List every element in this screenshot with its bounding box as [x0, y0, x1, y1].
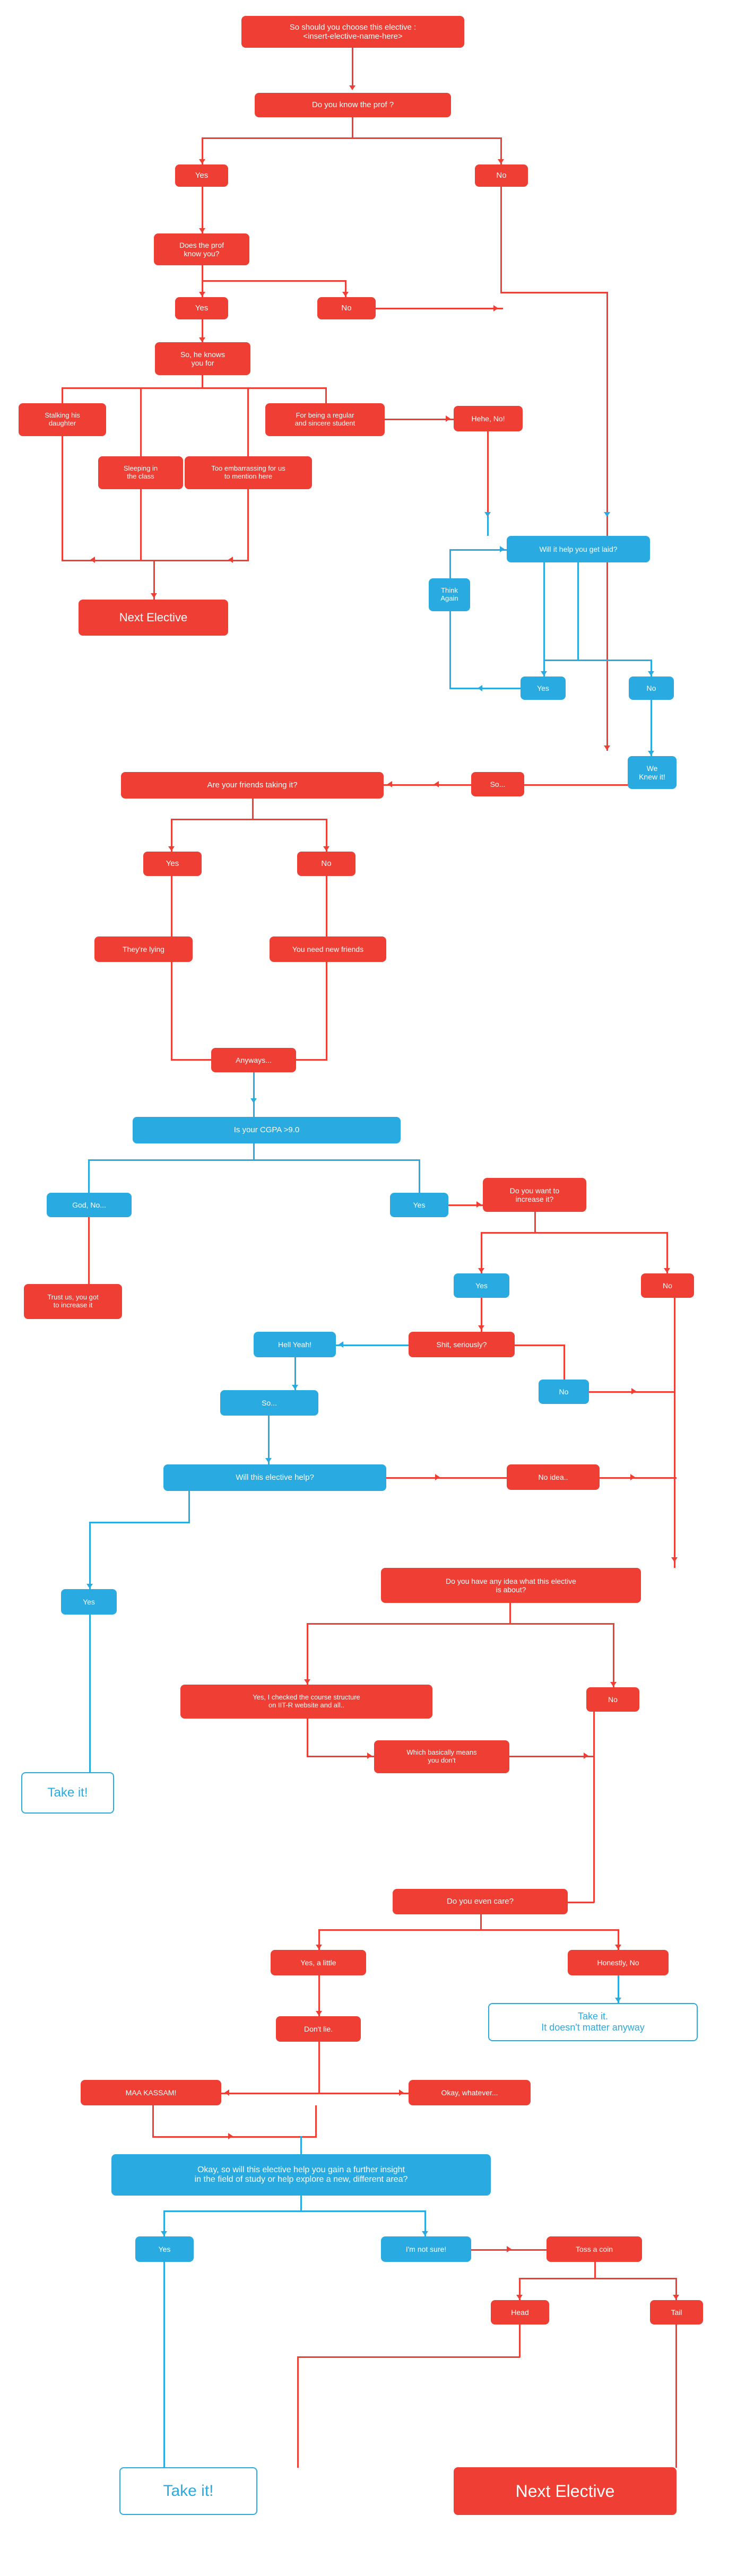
connector	[307, 1623, 614, 1625]
arrow-head	[516, 2295, 523, 2300]
arrow-head	[387, 781, 392, 787]
arrow-head	[478, 1325, 484, 1330]
arrow-head	[671, 1557, 678, 1562]
connector	[89, 1522, 190, 1523]
arrow-head	[648, 751, 654, 756]
connector	[386, 1477, 507, 1479]
node-label: Don't lie.	[304, 2024, 333, 2033]
connector	[171, 819, 327, 820]
connector	[315, 2117, 317, 2137]
node-cg_yes[interactable]	[390, 1193, 448, 1217]
connector	[376, 308, 503, 309]
node-label: No	[663, 1281, 672, 1290]
node-checked[interactable]	[180, 1685, 432, 1719]
arrow-head	[168, 846, 175, 851]
arrow-head	[86, 1584, 93, 1589]
node-nextelec1[interactable]	[79, 600, 228, 636]
node-label: Okay, whatever...	[441, 2088, 498, 2097]
node-takeit2[interactable]	[488, 2003, 698, 2041]
node-label: Yes	[166, 859, 179, 869]
node-label: Too embarrassing for us to mention here	[211, 464, 285, 480]
connector	[519, 2325, 521, 2357]
node-label: They're lying	[123, 944, 164, 953]
arrow-head	[664, 1268, 670, 1273]
node-electhelp[interactable]	[163, 1464, 386, 1491]
arrow-head	[493, 305, 498, 311]
node-pk_yes[interactable]	[175, 297, 228, 319]
connector	[62, 387, 327, 389]
connector	[449, 688, 521, 689]
arrow-head	[615, 1945, 621, 1949]
connector	[500, 187, 502, 293]
connector	[88, 1217, 90, 1284]
connector	[307, 1719, 308, 1757]
connector	[62, 560, 249, 561]
node-shit_no[interactable]	[539, 1380, 589, 1404]
connector	[500, 292, 608, 293]
node-anyidea[interactable]	[381, 1568, 641, 1603]
node-label: Are your friends taking it?	[207, 780, 298, 790]
node-eh_yes[interactable]	[61, 1589, 117, 1615]
arrow-head	[367, 1753, 372, 1759]
connector	[89, 1522, 91, 1589]
node-label: So...	[262, 1398, 277, 1407]
connector	[88, 1159, 420, 1161]
connector	[300, 2196, 302, 2211]
connector	[62, 387, 63, 403]
node-godno[interactable]	[47, 1193, 132, 1217]
node-getlaid[interactable]	[507, 536, 650, 562]
node-label: Shit, seriously?	[436, 1340, 487, 1349]
node-label: Hehe, No!	[471, 414, 505, 423]
arrow-head	[199, 292, 205, 297]
arrow-head	[323, 846, 330, 851]
arrow-head	[478, 1268, 484, 1273]
connector	[481, 1232, 482, 1273]
arrow-head	[161, 2231, 167, 2236]
node-pk_no[interactable]	[317, 297, 376, 319]
node-label: No idea..	[538, 1472, 568, 1481]
node-label: So should you choose this elective : <insert-elective-name-here>	[289, 22, 417, 41]
connector	[594, 2262, 596, 2279]
node-alittle[interactable]	[271, 1950, 366, 1975]
connector	[563, 1345, 565, 1380]
connector	[352, 117, 353, 138]
node-label: God, No...	[72, 1200, 106, 1209]
connector	[613, 1623, 614, 1687]
node-label: Next Elective	[119, 611, 188, 625]
connector	[315, 2105, 317, 2118]
node-fr_yes[interactable]	[143, 852, 202, 876]
connector	[336, 1345, 410, 1346]
connector	[385, 419, 454, 420]
connector	[247, 489, 249, 561]
node-profknow[interactable]	[154, 233, 249, 265]
node-label: Honestly, No	[597, 1958, 639, 1967]
connector	[171, 962, 172, 1060]
connector	[449, 611, 451, 689]
node-label: Yes	[537, 683, 549, 692]
node-label: Will it help you get laid?	[539, 544, 618, 553]
node-so2[interactable]	[220, 1390, 318, 1416]
node-thinkagain[interactable]	[429, 578, 470, 611]
node-takeit3[interactable]	[119, 2467, 257, 2515]
connector	[509, 1603, 511, 1624]
connector	[221, 2093, 410, 2094]
node-label: No	[646, 683, 656, 692]
node-label: Hell Yeah!	[278, 1340, 312, 1349]
connector	[487, 516, 489, 536]
node-ai_no[interactable]	[586, 1687, 639, 1712]
node-label: Yes	[195, 303, 209, 313]
arrow-head	[610, 1682, 617, 1687]
node-takeit1[interactable]	[21, 1772, 114, 1814]
node-insight[interactable]	[111, 2154, 491, 2196]
node-gl_yes[interactable]	[521, 676, 566, 700]
node-shit[interactable]	[409, 1332, 515, 1357]
node-label: Do you want to increase it?	[509, 1186, 560, 1203]
arrow-head	[434, 781, 439, 787]
connector	[202, 375, 203, 388]
node-tail[interactable]	[650, 2300, 703, 2325]
arrow-head	[250, 1098, 257, 1103]
connector	[152, 2136, 317, 2138]
connector	[253, 1072, 255, 1117]
connector	[512, 1345, 565, 1346]
connector	[600, 1477, 677, 1479]
arrow-head	[648, 671, 654, 676]
node-hehe[interactable]	[454, 406, 523, 431]
arrow-head	[339, 1341, 343, 1348]
node-label: Yes	[158, 2244, 171, 2253]
node-cgpa[interactable]	[133, 1117, 401, 1143]
connector	[326, 876, 327, 936]
node-increase[interactable]	[483, 1178, 586, 1212]
node-inc_no[interactable]	[641, 1273, 694, 1298]
connector	[534, 1212, 536, 1233]
node-label: Stalking his daughter	[45, 411, 80, 427]
node-label: Yes	[195, 171, 209, 180]
node-noidea[interactable]	[507, 1464, 600, 1490]
connector	[384, 784, 472, 786]
arrow-head	[224, 2089, 229, 2096]
node-label: For being a regular and sincere student	[294, 411, 356, 427]
node-label: Yes	[413, 1200, 426, 1209]
node-kp_yes[interactable]	[175, 164, 228, 187]
connector	[543, 660, 652, 661]
node-kp_no[interactable]	[475, 164, 528, 187]
node-label: Does the prof know you?	[179, 240, 224, 258]
connector	[297, 2356, 520, 2358]
connector	[449, 549, 508, 551]
connector	[252, 799, 254, 820]
node-evencare[interactable]	[393, 1889, 568, 1914]
connector	[449, 549, 451, 578]
node-label: MAA KASSAM!	[125, 2088, 177, 2097]
arrow-head	[342, 292, 349, 297]
node-head[interactable]	[491, 2300, 549, 2325]
connector	[140, 387, 142, 456]
connector	[300, 2136, 302, 2154]
connector	[543, 562, 545, 661]
connector	[651, 700, 652, 756]
arrow-head	[500, 546, 505, 552]
node-notsure[interactable]	[381, 2236, 471, 2262]
node-trustus[interactable]	[24, 1284, 122, 1319]
arrow-head	[541, 671, 547, 676]
node-label: Okay, so will this elective help you gain a further insight in the field of study or help explore a new, different area?	[194, 2165, 408, 2184]
connector	[253, 1143, 255, 1160]
connector	[325, 387, 327, 403]
node-label: Yes, a little	[300, 1958, 336, 1967]
connector	[318, 2042, 320, 2093]
node-embarrass[interactable]	[185, 456, 312, 489]
connector	[666, 1232, 668, 1273]
arrow-head	[151, 593, 157, 598]
node-label: So, he knows you for	[180, 350, 226, 367]
node-label: Head	[511, 2308, 529, 2317]
node-nextelec2[interactable]	[454, 2467, 677, 2515]
node-tosscoin[interactable]	[547, 2236, 642, 2262]
connector	[419, 1159, 420, 1193]
connector	[88, 1159, 90, 1193]
connector	[318, 1975, 320, 2016]
node-fr_no[interactable]	[297, 852, 356, 876]
arrow-head	[435, 1474, 440, 1480]
node-label: So...	[490, 779, 506, 788]
connector	[152, 2105, 154, 2137]
connector	[268, 1416, 270, 1464]
node-label: You need new friends	[292, 944, 364, 953]
node-maakassam[interactable]	[81, 2080, 221, 2105]
node-dontlie[interactable]	[276, 2016, 361, 2042]
node-label: Do you even care?	[447, 1897, 514, 1906]
node-label: We Knew it!	[639, 764, 665, 781]
connector	[307, 1623, 308, 1685]
connector	[202, 265, 203, 281]
node-basically[interactable]	[374, 1740, 509, 1773]
node-heknows[interactable]	[155, 342, 250, 375]
node-label: No	[321, 859, 332, 869]
connector	[171, 876, 172, 936]
node-anyways[interactable]	[211, 1048, 296, 1072]
node-stalking[interactable]	[19, 403, 106, 436]
connector	[202, 187, 203, 233]
arrow-head	[446, 415, 450, 422]
connector	[352, 48, 353, 86]
connector	[163, 2262, 165, 2469]
connector	[481, 1232, 667, 1234]
connector	[675, 2325, 677, 2468]
node-so1[interactable]	[471, 772, 524, 796]
node-label: I'm not sure!	[405, 2244, 447, 2253]
arrow-head	[673, 2295, 679, 2300]
arrow-head	[399, 2089, 404, 2096]
node-label: No	[608, 1695, 618, 1704]
connector	[509, 1756, 593, 1757]
arrow-head	[316, 1945, 322, 1949]
node-label: Take it!	[47, 1785, 88, 1800]
connector	[202, 280, 346, 282]
arrow-head	[498, 159, 504, 164]
node-label: No	[341, 303, 352, 313]
node-lying[interactable]	[94, 936, 193, 962]
node-label: Think Again	[440, 586, 458, 602]
arrow-head	[630, 1474, 635, 1480]
connector	[606, 292, 608, 751]
arrow-head	[584, 1753, 588, 1759]
node-label: Trust us, you got to increase it	[47, 1293, 99, 1309]
node-label: Yes, I checked the course structure on IIT-R website and all..	[253, 1693, 360, 1709]
arrow-head	[292, 1385, 298, 1390]
connector	[188, 1491, 190, 1523]
arrow-head	[199, 228, 205, 233]
node-label: Which basically means you don't	[406, 1748, 477, 1764]
node-label: Will this elective help?	[236, 1473, 314, 1482]
arrow-head	[265, 1458, 272, 1463]
node-honestly[interactable]	[568, 1950, 669, 1975]
node-okwhatever[interactable]	[409, 2080, 531, 2105]
node-label: No	[496, 171, 507, 180]
node-label: Tail	[671, 2308, 682, 2317]
arrow-head	[615, 1998, 621, 2002]
node-start[interactable]	[241, 16, 464, 48]
node-label: Take it!	[163, 2482, 214, 2500]
arrow-head	[316, 2011, 322, 2016]
arrow-head	[604, 512, 610, 517]
arrow-head	[199, 159, 205, 164]
arrow-head	[631, 1388, 636, 1394]
node-label: Sleeping in the class	[123, 464, 158, 480]
node-gl_no[interactable]	[629, 676, 674, 700]
arrow-head	[476, 1201, 481, 1208]
node-weknew[interactable]	[628, 756, 677, 789]
connector	[593, 1712, 595, 1903]
connector	[307, 1756, 376, 1757]
arrow-head	[478, 685, 482, 691]
node-hellyeah[interactable]	[254, 1332, 336, 1357]
arrow-head	[604, 745, 610, 750]
connector	[163, 2210, 426, 2212]
node-label: Anyways...	[236, 1055, 272, 1064]
connector	[577, 562, 579, 661]
connector	[297, 2356, 299, 2468]
node-ins_yes[interactable]	[135, 2236, 194, 2262]
node-label: Is your CGPA >9.0	[233, 1125, 300, 1135]
connector	[202, 137, 502, 139]
node-friends[interactable]	[121, 772, 384, 799]
arrow-head	[228, 2133, 233, 2139]
node-label: No	[559, 1387, 569, 1396]
arrow-head	[349, 85, 356, 90]
node-knowprof[interactable]	[255, 93, 451, 117]
connector	[674, 1287, 675, 1536]
arrow-head	[199, 337, 205, 342]
connector	[326, 962, 327, 1060]
connector	[487, 431, 489, 516]
node-label: Toss a coin	[575, 2244, 613, 2253]
arrow-head	[228, 557, 233, 563]
node-label: Yes	[475, 1281, 488, 1290]
node-label: Do you know the prof ?	[311, 100, 394, 110]
node-label: Do you have any idea what this elective is about?	[446, 1576, 576, 1594]
connector	[62, 436, 63, 561]
node-label: Next Elective	[515, 2481, 615, 2501]
connector	[318, 1929, 619, 1931]
node-regular[interactable]	[265, 403, 385, 436]
connector	[480, 1914, 482, 1930]
node-sleeping[interactable]	[98, 456, 183, 489]
arrow-head	[507, 2246, 511, 2252]
node-label: Take it. It doesn't matter anyway	[541, 2011, 645, 2033]
connector	[140, 489, 142, 561]
connector	[524, 784, 628, 786]
node-newfriends[interactable]	[270, 936, 386, 962]
connector	[519, 2278, 677, 2279]
connector	[89, 1615, 91, 1774]
arrow-head	[304, 1679, 310, 1684]
connector	[247, 387, 249, 456]
node-inc_yes[interactable]	[454, 1273, 509, 1298]
arrow-head	[422, 2231, 428, 2236]
arrow-head	[90, 557, 95, 563]
connector	[674, 1536, 675, 1568]
node-label: Yes	[83, 1597, 95, 1606]
